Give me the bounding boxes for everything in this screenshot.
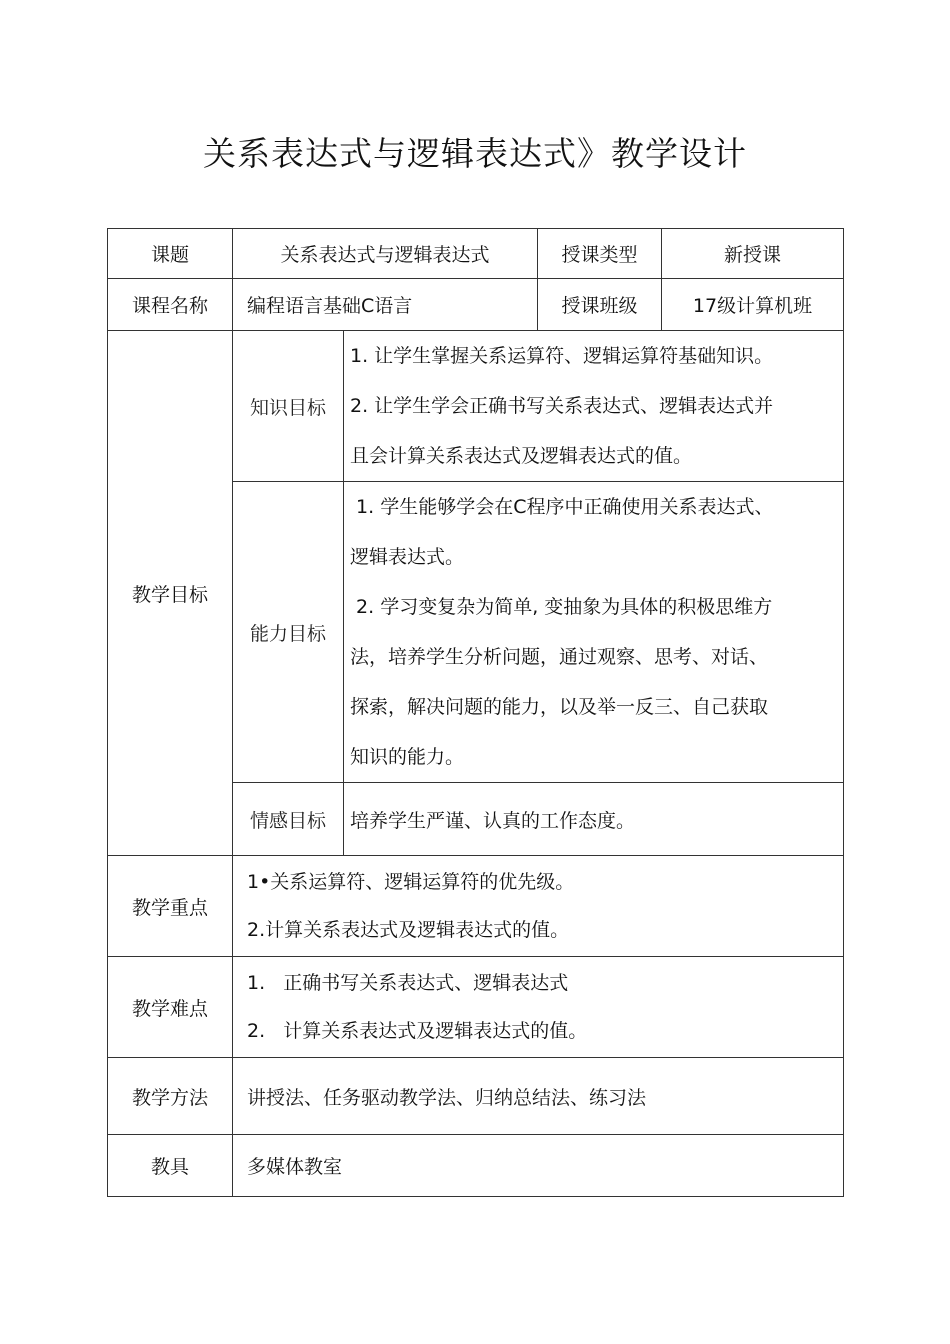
key-points-label: 教学重点 [108,856,233,957]
difficulties-label: 教学难点 [108,957,233,1058]
tools-label: 教具 [108,1135,233,1197]
difficulty-1: 1. 正确书写关系表达式、逻辑表达式 [247,972,569,994]
ability-line-5: 探索，解决问题的能力，以及举一反三、自己获取 [350,696,769,718]
key-points-row [108,856,844,957]
course-row [108,279,844,331]
methods-text: 讲授法、任务驱动教学法、归纳总结法、练习法 [233,1058,844,1135]
knowledge-line-1: 1. 让学生掌握关系运算符、逻辑运算符基础知识。 [350,345,774,367]
ability-objective-content [344,482,844,783]
course-name-label: 课程名称 [108,279,233,331]
ability-objective-label: 能力目标 [233,482,344,783]
course-name-value: 编程语言基础C语言 [233,279,538,331]
lesson-plan-table [107,228,844,1197]
methods-row [108,1058,844,1135]
knowledge-objective-content [344,331,844,482]
methods-label: 教学方法 [108,1058,233,1135]
key-points-content [233,856,844,957]
page-title: 关系表达式与逻辑表达式》教学设计 [203,134,747,173]
knowledge-line-2: 2. 让学生学会正确书写关系表达式、逻辑表达式并 [350,395,774,417]
emotion-objective-text: 培养学生严谨、认真的工作态度。 [344,783,844,856]
tools-text: 多媒体教室 [233,1135,844,1197]
lesson-type-label: 授课类型 [538,229,662,279]
topic-value: 关系表达式与逻辑表达式 [233,229,538,279]
ability-line-1: 1. 学生能够学会在C程序中正确使用关系表达式、 [350,496,774,518]
topic-row [108,229,844,279]
ability-line-2: 逻辑表达式。 [350,546,465,568]
objectives-label: 教学目标 [108,331,233,856]
difficulties-content [233,957,844,1058]
class-value: 17级计算机班 [662,279,844,331]
topic-label: 课题 [108,229,233,279]
knowledge-objective-label: 知识目标 [233,331,344,482]
ability-line-4: 法，培养学生分析问题，通过观察、思考、对话、 [350,646,769,668]
tools-row [108,1135,844,1197]
difficulty-2: 2. 计算关系表达式及逻辑表达式的值。 [247,1020,588,1042]
knowledge-line-3: 且会计算关系表达式及逻辑表达式的值。 [350,445,693,467]
knowledge-objective-row [108,331,844,482]
class-label: 授课班级 [538,279,662,331]
ability-line-3: 2. 学习变复杂为简单, 变抽象为具体的积极思维方 [350,596,773,618]
lesson-type-value: 新授课 [662,229,844,279]
key-point-1: 1•关系运算符、逻辑运算符的优先级。 [247,871,575,893]
emotion-objective-label: 情感目标 [233,783,344,856]
ability-line-6: 知识的能力。 [350,746,465,768]
difficulties-row [108,957,844,1058]
key-point-2: 2.计算关系表达式及逻辑表达式的值。 [247,919,570,941]
